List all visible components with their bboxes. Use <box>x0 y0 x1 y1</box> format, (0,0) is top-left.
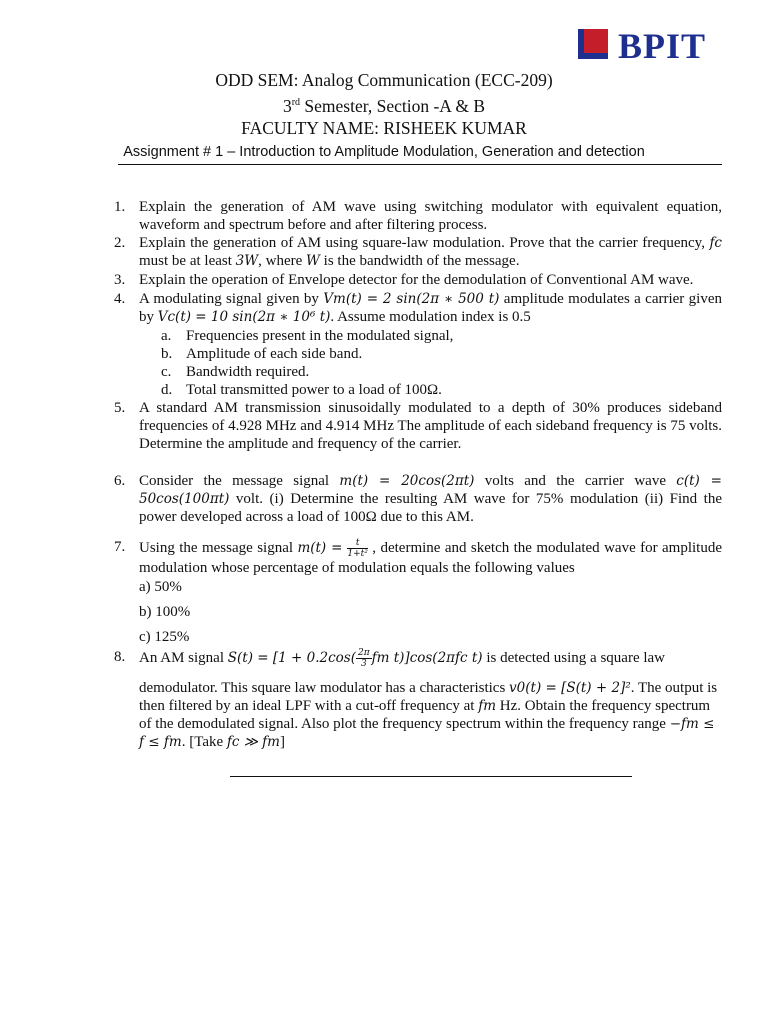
question-1: 1. Explain the generation of AM wave using switching modulator with equivalent equation, waveform and spectrum before and after filtering process. <box>114 199 722 233</box>
question-6: 6. Consider the message signal m(t) = 20cos(2πt) volts and the carrier wave c(t) = 50cos(100πt) volt. (i) Determine the resulting AM wave for 75% modulation (ii) Find the power developed across a load of 100Ω due to this AM. <box>114 473 722 525</box>
logo-mark-icon <box>578 29 612 63</box>
course-title: ODD SEM: Analog Communication (ECC-209) <box>215 70 553 90</box>
footer-divider <box>230 776 632 777</box>
question-4-sub-c: c. Bandwidth required. <box>161 364 310 380</box>
fraction: $\frac{t}{\text{1+t²}}$ <box>347 538 368 559</box>
faculty-name: FACULTY NAME: RISHEEK KUMAR <box>241 118 527 138</box>
question-4-sub-a: a. Frequencies present in the modulated signal, <box>161 328 454 344</box>
question-4-sub-d: d. Total transmitted power to a load of 100Ω. <box>161 382 442 398</box>
question-8: 8. An AM signal S(t) = [1 + 0.2cos( $\frac{2\pi}{3}$ fm t)]cos(2πfc t) is detected using a square law <box>114 648 666 669</box>
semester-line: 3rd Semester, Section -A & B <box>282 95 486 116</box>
question-7-sub-a: a) 50% <box>139 579 182 595</box>
question-5: 5. A standard AM transmission sinusoidally modulated to a depth of 30% produces sideband frequencies of 4.928 MHz and 4.914 MHz The amplitude of each sideband frequency is 75 volts. Determine the amplitude and frequency of the carrier. <box>114 400 722 452</box>
question-7-sub-c: c) 125% <box>139 629 190 645</box>
fraction: $\frac{2\pi}{3}$ <box>357 648 370 669</box>
question-3: 3. Explain the operation of Envelope detector for the demodulation of Conventional AM wave. <box>114 272 694 288</box>
question-7-sub-b: b) 100% <box>139 604 191 620</box>
question-2: 2. Explain the generation of AM using square-law modulation. Prove that the carrier frequency, fc must be at least 3W, where W is the bandwidth of the message. <box>114 235 722 269</box>
question-7: 7. Using the message signal m(t) = $\frac{t}{\text{1+t²}}$ , determine and sketch the modulated wave for amplitude modulation whose percentage of modulation equals the following values <box>114 538 723 576</box>
logo-text: BPIT <box>618 26 707 66</box>
header-divider <box>118 164 722 165</box>
question-4-sub-b: b. Amplitude of each side band. <box>161 346 363 362</box>
assignment-title: Assignment # 1 – Introduction to Amplitude Modulation, Generation and detection <box>123 144 645 160</box>
question-4: 4. A modulating signal given by Vm(t) = 2 sin(2π ∗ 500 t) amplitude modulates a carrier given by Vc(t) = 10 sin(2π ∗ 10⁶ t). Assume modulation index is 0.5 <box>114 291 722 325</box>
bpit-logo <box>578 28 706 64</box>
question-8-continued: demodulator. This square law modulator has a characteristics v0(t) = [S(t) + 2]². The output is then filtered by an ideal LPF with a cut-off frequency at fm Hz. Obtain the frequency spectrum of the demodulated signal. Also plot the frequency spectrum within the frequency range −fm ≤ f ≤ fm. [Take fc ≫ fm] <box>139 680 718 750</box>
